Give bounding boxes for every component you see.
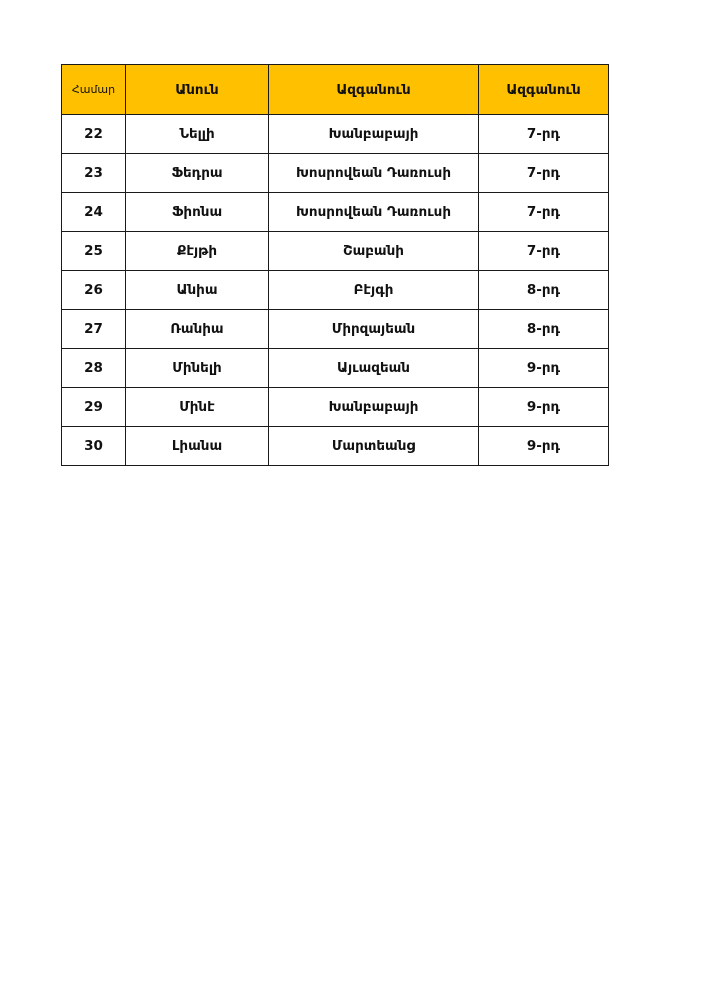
cell-last-name: Խոսրովեան Դառուսի bbox=[269, 154, 479, 193]
table-row bbox=[62, 388, 609, 427]
cell-number: 23 bbox=[62, 154, 126, 193]
cell-first-name: Անիա bbox=[126, 271, 269, 310]
cell-number: 28 bbox=[62, 349, 126, 388]
cell-number: 26 bbox=[62, 271, 126, 310]
cell-last-name: Միրզայեան bbox=[269, 310, 479, 349]
cell-grade: 7-րդ bbox=[479, 115, 609, 154]
cell-first-name: Նելլի bbox=[126, 115, 269, 154]
cell-grade: 8-րդ bbox=[479, 271, 609, 310]
cell-grade: 8-րդ bbox=[479, 310, 609, 349]
cell-last-name: Բէյգի bbox=[269, 271, 479, 310]
cell-first-name: Ֆեդրա bbox=[126, 154, 269, 193]
table-body bbox=[62, 115, 609, 466]
cell-number: 24 bbox=[62, 193, 126, 232]
cell-grade: 7-րդ bbox=[479, 193, 609, 232]
student-table bbox=[61, 64, 609, 466]
table-header bbox=[62, 65, 609, 115]
table-row bbox=[62, 427, 609, 466]
cell-grade: 9-րդ bbox=[479, 388, 609, 427]
table-row bbox=[62, 154, 609, 193]
cell-last-name: Խանբաբայի bbox=[269, 115, 479, 154]
column-header-last-name: Ազգանուն bbox=[269, 65, 479, 115]
table-row bbox=[62, 232, 609, 271]
cell-last-name: Այւազեան bbox=[269, 349, 479, 388]
cell-last-name: Խանբաբայի bbox=[269, 388, 479, 427]
cell-first-name: Քէյթի bbox=[126, 232, 269, 271]
cell-last-name: Շաբանի bbox=[269, 232, 479, 271]
cell-first-name: Ռանիա bbox=[126, 310, 269, 349]
cell-last-name: Խոսրովեան Դառուսի bbox=[269, 193, 479, 232]
cell-grade: 9-րդ bbox=[479, 427, 609, 466]
table-row bbox=[62, 349, 609, 388]
table-row bbox=[62, 271, 609, 310]
cell-grade: 9-րդ bbox=[479, 349, 609, 388]
cell-first-name: Ֆիոնա bbox=[126, 193, 269, 232]
cell-grade: 7-րդ bbox=[479, 232, 609, 271]
cell-number: 29 bbox=[62, 388, 126, 427]
column-header-grade: Ազգանուն bbox=[479, 65, 609, 115]
cell-number: 22 bbox=[62, 115, 126, 154]
table-row bbox=[62, 310, 609, 349]
column-header-number: Համար bbox=[62, 65, 126, 115]
cell-number: 25 bbox=[62, 232, 126, 271]
cell-first-name: Մինէ bbox=[126, 388, 269, 427]
cell-number: 30 bbox=[62, 427, 126, 466]
student-table-container bbox=[61, 64, 609, 466]
cell-first-name: Մինելի bbox=[126, 349, 269, 388]
cell-first-name: Լիանա bbox=[126, 427, 269, 466]
table-row bbox=[62, 193, 609, 232]
cell-number: 27 bbox=[62, 310, 126, 349]
cell-last-name: Մարտեանց bbox=[269, 427, 479, 466]
column-header-first-name: Անուն bbox=[126, 65, 269, 115]
header-row bbox=[62, 65, 609, 115]
table-row bbox=[62, 115, 609, 154]
cell-grade: 7-րդ bbox=[479, 154, 609, 193]
